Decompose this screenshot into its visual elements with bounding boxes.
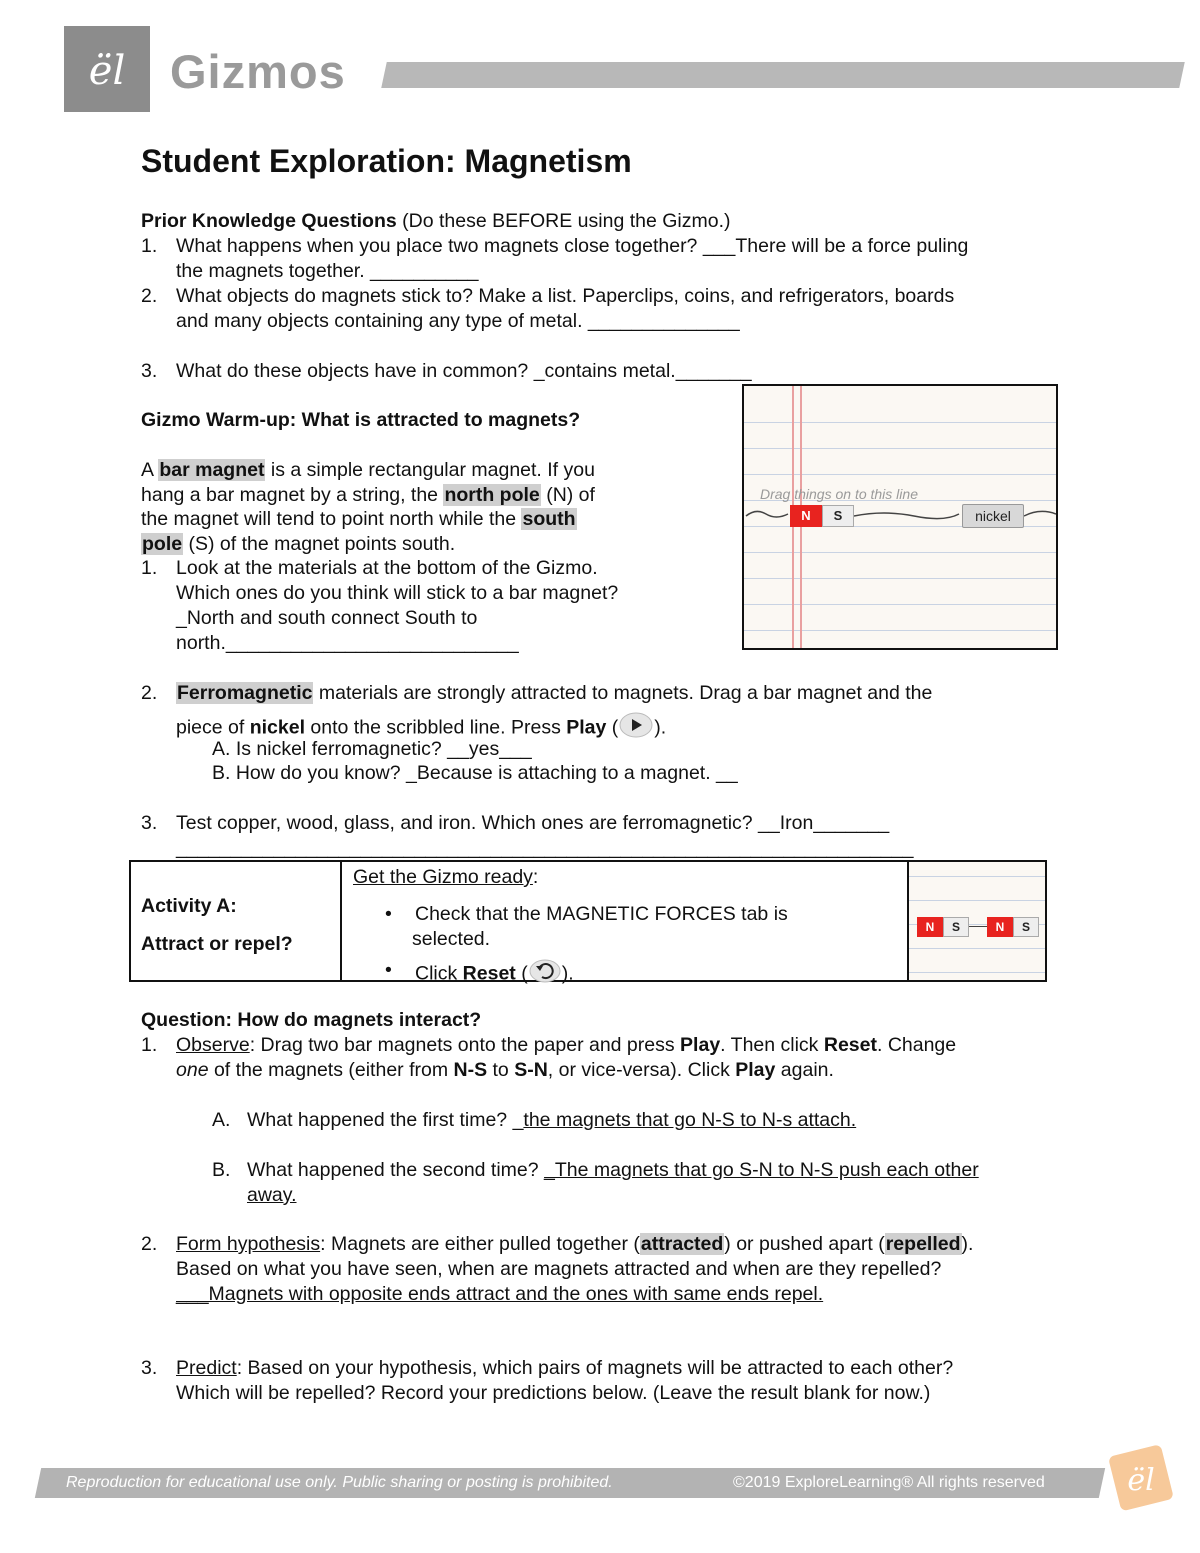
term-bar-magnet: bar magnet bbox=[159, 459, 265, 481]
warmup-q2-a2: materials are strongly attracted to magnets. Drag a bar magnet and the bbox=[313, 682, 933, 704]
warmup-q2-b6: ). bbox=[654, 716, 667, 739]
warmup-q1-line4: north.___________________________ bbox=[176, 632, 519, 654]
term-pole: pole bbox=[142, 533, 183, 555]
term-form-hypothesis: Form hypothesis bbox=[176, 1233, 321, 1255]
question-q2-line2: Based on what you have seen, when are magnets attracted and when are they repelled? bbox=[176, 1258, 942, 1280]
prior-heading-label: Prior Knowledge Questions bbox=[141, 210, 397, 232]
warmup-p1-b3: (N) of bbox=[540, 484, 595, 506]
warmup-q1-line1: Look at the materials at the bottom of the Gizmo. bbox=[176, 557, 598, 579]
prior-q2-number: 2. bbox=[141, 285, 158, 307]
term-reset: Reset bbox=[462, 962, 516, 985]
qB-prompt: What happened the second time? bbox=[247, 1159, 545, 1181]
bar-magnet-south: S bbox=[822, 505, 854, 527]
bar-magnet-north: N bbox=[790, 505, 822, 527]
prior-heading-note: (Do these BEFORE using the Gizmo.) bbox=[396, 210, 731, 232]
activity-name: Attract or repel? bbox=[141, 933, 293, 955]
warmup-p1-a1: A bbox=[141, 459, 159, 481]
prior-q3-number: 3. bbox=[141, 360, 158, 382]
term-ferromagnetic: Ferromagnetic bbox=[177, 682, 313, 704]
q1-ns: N-S bbox=[453, 1059, 488, 1081]
question-q1-line1 bbox=[176, 1033, 956, 1058]
prior-q1-line1: What happens when you place two magnets close together? ___There will be a force puling bbox=[176, 235, 969, 257]
question-qB-line2 bbox=[247, 1183, 297, 1208]
qB-answer: _The magnets that go S-N to N-S push each other bbox=[544, 1159, 979, 1181]
bullet-2-d: ). bbox=[561, 962, 574, 985]
reset-icon bbox=[528, 958, 562, 991]
question-q1-number: 1. bbox=[141, 1034, 158, 1056]
q1-play: Play bbox=[680, 1034, 721, 1056]
warmup-p1-b1: hang a bar magnet by a string, the bbox=[141, 484, 444, 506]
warmup-q2-number: 2. bbox=[141, 682, 158, 704]
prior-q3-line1: What do these objects have in common? _contains metal._______ bbox=[176, 360, 752, 382]
warmup-p1-line2 bbox=[141, 483, 595, 508]
page-title: Student Exploration: Magnetism bbox=[141, 143, 632, 179]
prior-q1-line2: the magnets together. __________ bbox=[176, 260, 479, 282]
warmup-q2-A: A. Is nickel ferromagnetic? __yes___ bbox=[212, 738, 532, 760]
term-repelled: repelled bbox=[885, 1233, 961, 1255]
play-icon bbox=[618, 711, 654, 746]
warmup-q3-number: 3. bbox=[141, 812, 158, 834]
prior-q1-number: 1. bbox=[141, 235, 158, 257]
explorelearning-logo-icon bbox=[1106, 1444, 1174, 1512]
activity-gizmo-image bbox=[907, 862, 1045, 980]
question-q3-line2: Which will be repelled? Record your predictions below. (Leave the result blank for now.) bbox=[176, 1382, 931, 1404]
warmup-q1-number: 1. bbox=[141, 557, 158, 579]
qA-prompt: What happened the first time? _ bbox=[247, 1109, 524, 1131]
q1-play2: Play bbox=[735, 1059, 776, 1081]
q1-a4: . Then click bbox=[720, 1034, 824, 1056]
term-nickel: nickel bbox=[249, 716, 306, 739]
activity-label: Activity A: bbox=[141, 895, 237, 917]
warmup-p1-line1 bbox=[141, 458, 595, 483]
term-attracted: attracted bbox=[640, 1233, 724, 1255]
warmup-q3-line2: ____________________________________________________________________ bbox=[176, 837, 914, 859]
q1-b8: again. bbox=[775, 1059, 834, 1081]
q1-b4: to bbox=[487, 1059, 515, 1081]
magnet1-south: S bbox=[943, 917, 969, 937]
q1-b6: , or vice-versa). Click bbox=[547, 1059, 736, 1081]
warmup-heading bbox=[141, 408, 580, 433]
magnet2-south: S bbox=[1013, 917, 1039, 937]
qA-answer: the magnets that go N-S to N-s attach. bbox=[523, 1109, 857, 1131]
connector-line bbox=[969, 926, 987, 927]
q1-one: one bbox=[176, 1059, 209, 1081]
header-bar bbox=[381, 62, 1185, 88]
question-q3-line1 bbox=[176, 1356, 953, 1381]
warmup-p1-line4 bbox=[141, 532, 455, 557]
term-north-pole: north pole bbox=[444, 484, 540, 506]
footer-copyright: ©2019 ExploreLearning® All rights reserved bbox=[733, 1474, 1045, 1491]
question-q2-line3 bbox=[176, 1282, 823, 1307]
svg-text:ël: ël bbox=[1127, 1463, 1155, 1498]
bullet-1-line2: selected. bbox=[412, 928, 491, 950]
q2-a4: ) or pushed apart ( bbox=[724, 1233, 885, 1255]
bullet-2-line bbox=[415, 958, 574, 991]
q3-a2: : Based on your hypothesis, which pairs of magnets will be attracted to each other? bbox=[236, 1357, 954, 1379]
bullet-2-c: ( bbox=[515, 962, 528, 985]
q1-reset: Reset bbox=[823, 1034, 877, 1056]
magnet2-north: N bbox=[987, 917, 1013, 937]
warmup-q2-B: B. How do you know? _Because is attaching to a magnet. __ bbox=[212, 762, 738, 784]
term-observe: Observe bbox=[176, 1034, 250, 1056]
warmup-heading-label: Gizmo Warm-up: What is attracted to magnets? bbox=[141, 409, 581, 431]
question-qA-label: A. bbox=[212, 1109, 231, 1131]
warmup-p1-d2: (S) of the magnet points south. bbox=[183, 533, 456, 555]
q1-b2: of the magnets (either from bbox=[208, 1059, 454, 1081]
q1-sn: S-N bbox=[514, 1059, 548, 1081]
el-logo-icon bbox=[64, 26, 150, 112]
magnet1-north: N bbox=[917, 917, 943, 937]
warmup-q1-line2: Which ones do you think will stick to a bar magnet? bbox=[176, 582, 619, 604]
prior-q2-line1: What objects do magnets stick to? Make a list. Paperclips, coins, and refrigerators, boards bbox=[176, 285, 955, 307]
q1-a6: . Change bbox=[876, 1034, 957, 1056]
footer-notice: Reproduction for educational use only. Public sharing or posting is prohibited. bbox=[66, 1474, 613, 1491]
question-q3-number: 3. bbox=[141, 1357, 158, 1379]
bullet-2-marker: • bbox=[385, 959, 392, 981]
bullet-1-line1: Check that the MAGNETIC FORCES tab is bbox=[415, 903, 788, 925]
gizmo-warmup-image bbox=[742, 384, 1058, 650]
term-predict: Predict bbox=[176, 1357, 237, 1379]
bullet-1-marker: • bbox=[385, 903, 392, 925]
bullet-2-a: Click bbox=[415, 962, 463, 985]
prior-heading bbox=[141, 209, 731, 234]
q2-answer: ___Magnets with opposite ends attract and the ones with same ends repel. bbox=[176, 1283, 824, 1305]
question-heading bbox=[141, 1008, 481, 1033]
warmup-p1-line3 bbox=[141, 507, 577, 532]
gizmos-logo bbox=[64, 26, 150, 112]
question-q2-line1 bbox=[176, 1232, 973, 1257]
warmup-p1-c1: the magnet will tend to point north while the bbox=[141, 508, 522, 530]
svg-text:ël: ël bbox=[88, 48, 126, 94]
question-qB-label: B. bbox=[212, 1159, 231, 1181]
prior-q2-line2: and many objects containing any type of metal. ______________ bbox=[176, 310, 740, 332]
get-ready-label: Get the Gizmo ready bbox=[353, 866, 533, 888]
question-qB-line1 bbox=[247, 1158, 979, 1183]
question-qA-line bbox=[247, 1108, 856, 1133]
question-q2-number: 2. bbox=[141, 1233, 158, 1255]
get-ready-colon: : bbox=[532, 866, 539, 888]
warmup-p1-a3: is a simple rectangular magnet. If you bbox=[265, 459, 595, 481]
brand-name: Gizmos bbox=[170, 45, 346, 98]
q2-a6: ). bbox=[961, 1233, 974, 1255]
nickel-chip: nickel bbox=[962, 504, 1024, 528]
warmup-q2-b5: ( bbox=[606, 716, 619, 739]
drag-line-label: Drag things on to this line bbox=[760, 486, 918, 502]
get-ready-line bbox=[353, 865, 538, 890]
warmup-q1-line3: _North and south connect South to bbox=[176, 607, 478, 629]
question-heading-label: Question: How do magnets interact? bbox=[141, 1009, 482, 1031]
term-play: Play bbox=[566, 716, 607, 739]
activity-table bbox=[129, 860, 1047, 985]
warmup-q2-line1 bbox=[176, 681, 932, 706]
activity-title-cell bbox=[131, 862, 342, 980]
warmup-q2-b1: piece of bbox=[176, 716, 250, 739]
warmup-q3-line1: Test copper, wood, glass, and iron. Which ones are ferromagnetic? __Iron_______ bbox=[176, 812, 890, 834]
qB-answer-cont: away. bbox=[247, 1184, 297, 1206]
q1-a2: : Drag two bar magnets onto the paper and press bbox=[249, 1034, 681, 1056]
term-south: south bbox=[522, 508, 576, 530]
warmup-q2-b3: onto the scribbled line. Press bbox=[305, 716, 567, 739]
q2-a2: : Magnets are either pulled together ( bbox=[320, 1233, 640, 1255]
question-q1-line2 bbox=[176, 1058, 834, 1083]
